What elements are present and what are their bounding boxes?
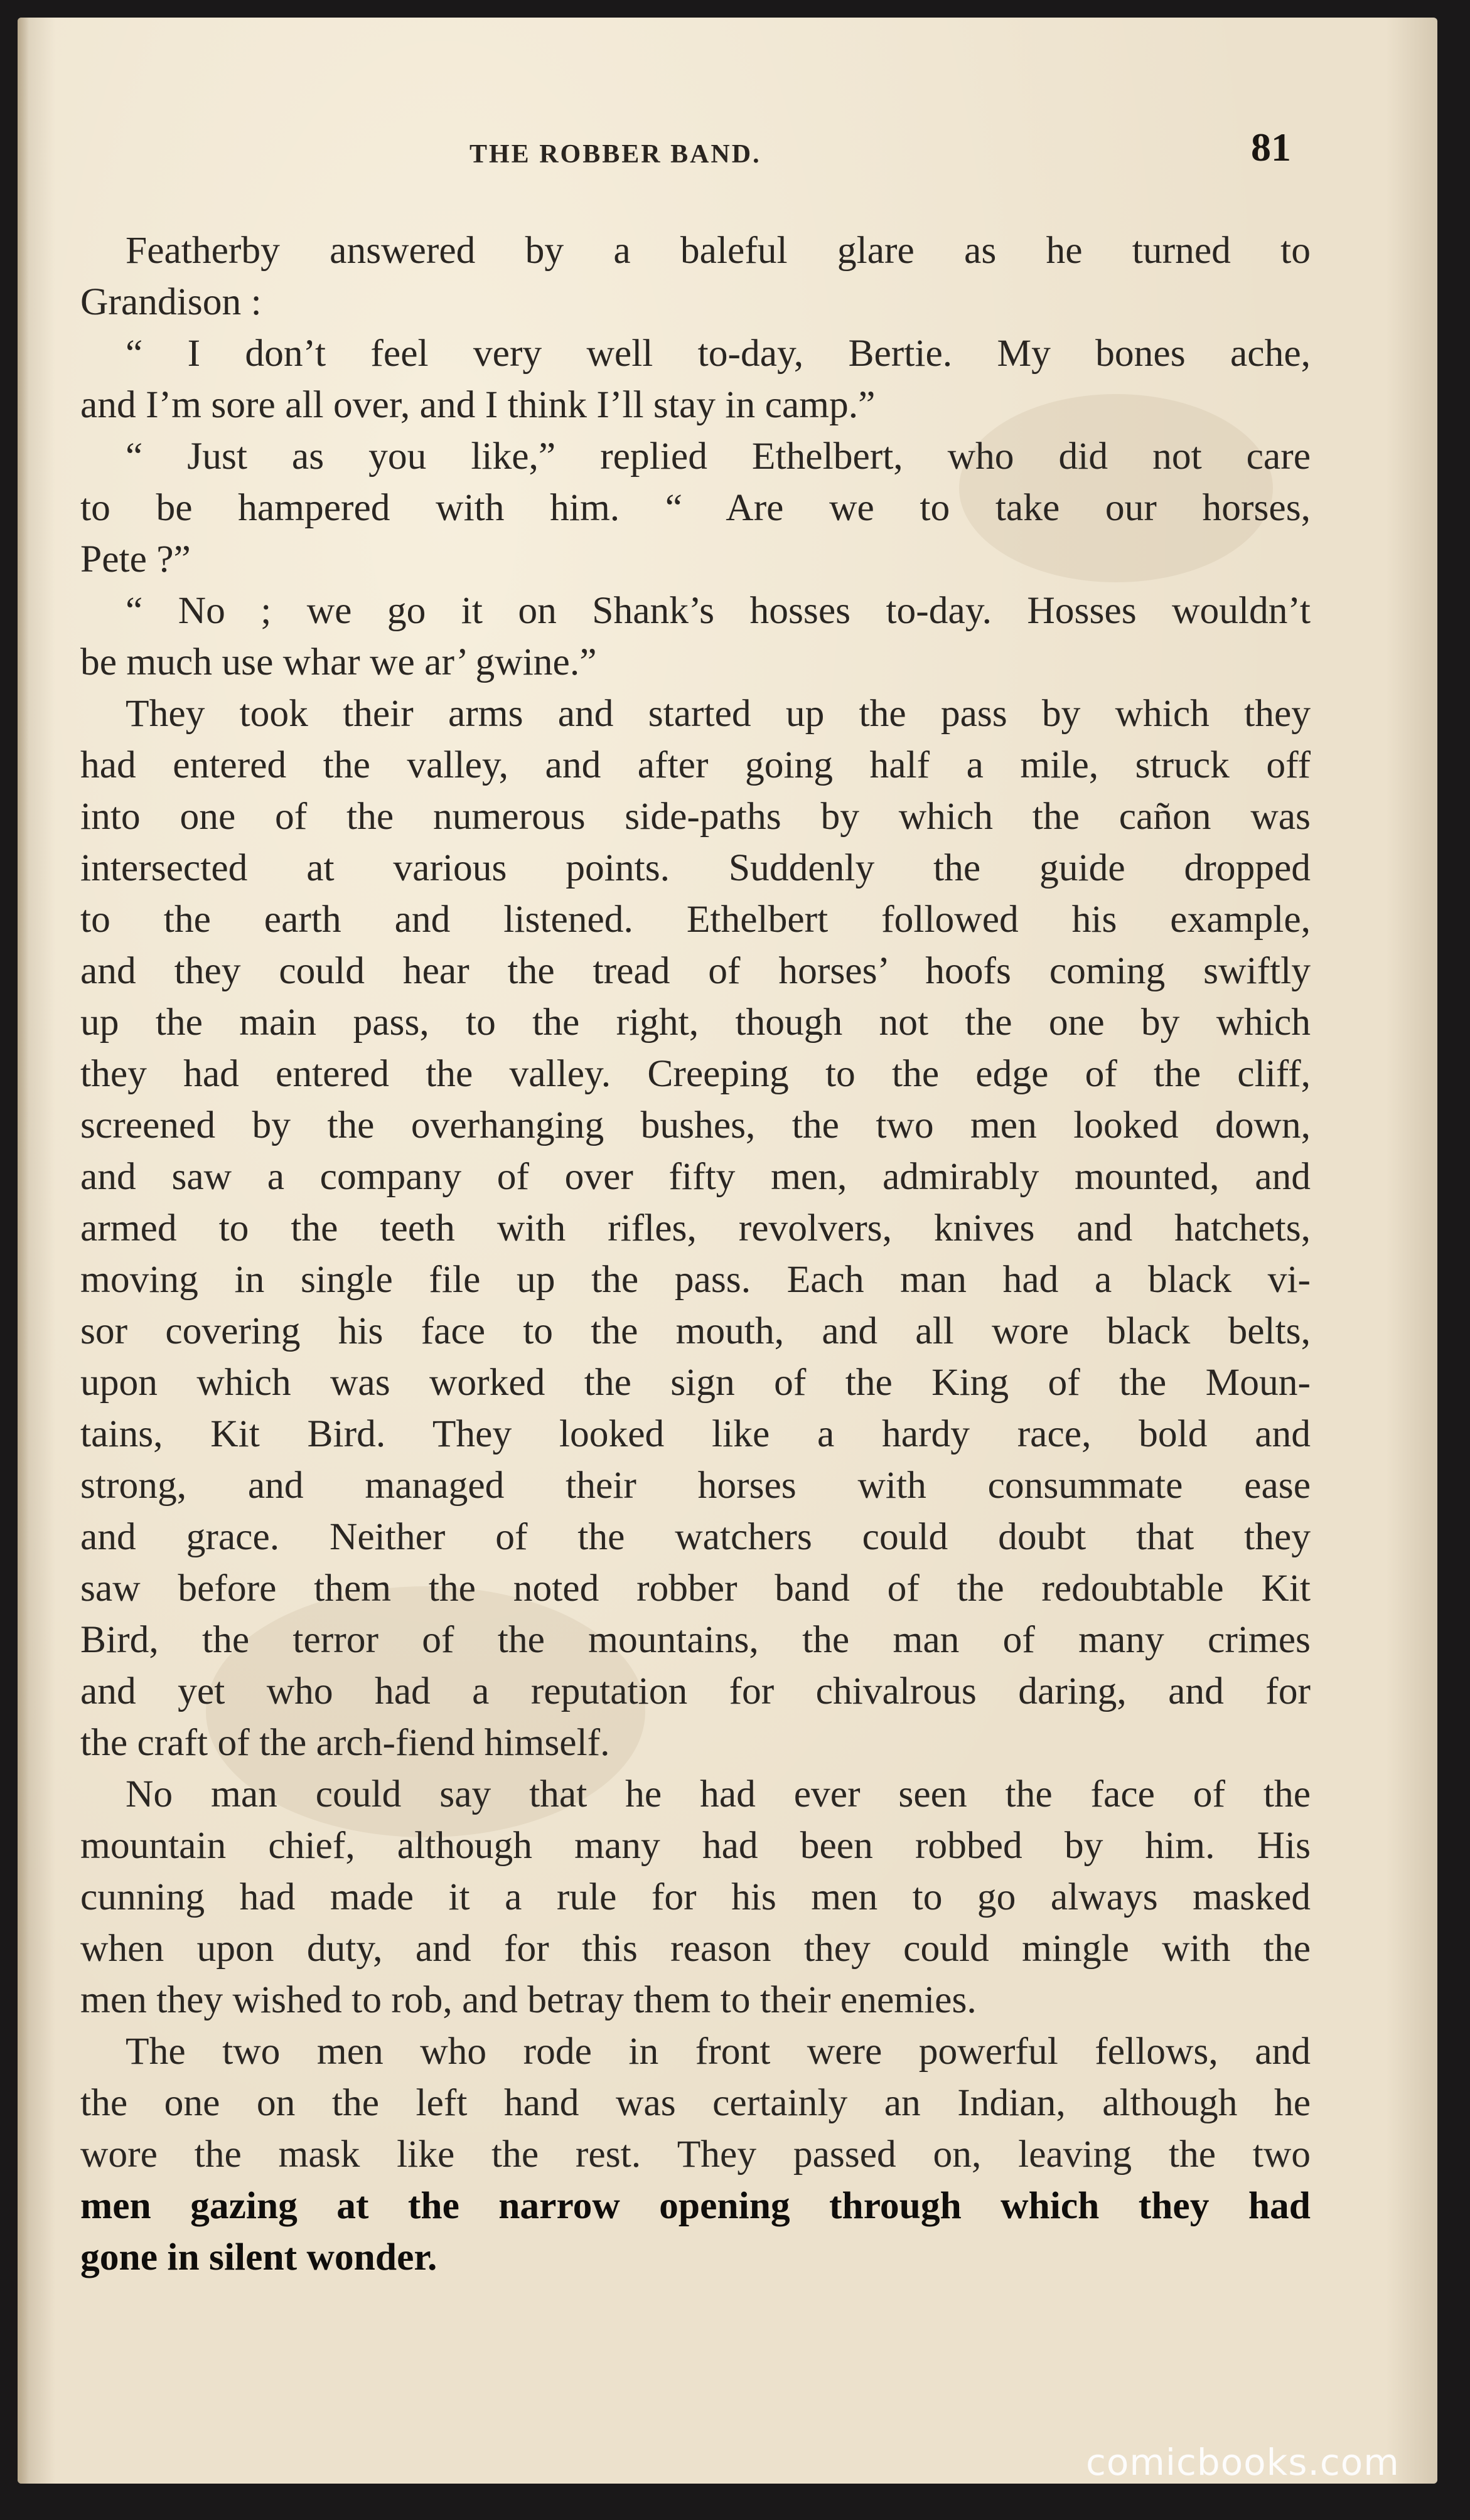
text-line: Pete ?” (80, 538, 191, 580)
book-page (18, 18, 1437, 2484)
text-line: and grace. Neither of the watchers could doubt that they (80, 1515, 1311, 1558)
text-line: Grandison : (80, 280, 262, 323)
running-head (18, 124, 1437, 174)
text-line: cunning had made it a rule for his men to go always masked (80, 1876, 1311, 1918)
text-line: to the earth and listened. Ethelbert followed his example, (80, 898, 1311, 941)
text-line: Featherby answered by a baleful glare as he turned to (126, 229, 1311, 272)
text-line: men gazing at the narrow opening through which they had (80, 2184, 1311, 2227)
text-line: “ Just as you like,” replied Ethelbert, who did not care (126, 435, 1311, 478)
text-line: and they could hear the tread of horses’ hoofs coming swiftly (80, 949, 1311, 992)
text-line: and yet who had a reputation for chivalrous daring, and for (80, 1670, 1311, 1712)
text-line: to be hampered with him. “ Are we to take our horses, (80, 486, 1311, 529)
text-line: intersected at various points. Suddenly the guide dropped (80, 846, 1311, 889)
text-line: the one on the left hand was certainly an Indian, although he (80, 2081, 1311, 2124)
text-line: “ I don’t feel very well to-day, Bertie. My bones ache, (126, 332, 1311, 375)
text-line: be much use whar we ar’ gwine.” (80, 641, 597, 683)
text-line: moving in single file up the pass. Each man had a black vi- (80, 1258, 1311, 1301)
watermark-text: comicbooks.com (1086, 2441, 1400, 2484)
page-number: 81 (1251, 125, 1291, 169)
text-line: had entered the valley, and after going half a mile, struck off (80, 744, 1311, 786)
text-line: strong, and managed their horses with consummate ease (80, 1464, 1311, 1507)
text-line: armed to the teeth with rifles, revolvers, knives and hatchets, (80, 1207, 1311, 1249)
text-line: into one of the numerous side-paths by which the cañon was (80, 795, 1311, 838)
text-line: the craft of the arch-fiend himself. (80, 1721, 610, 1764)
text-line: They took their arms and started up the pass by which they (126, 692, 1311, 735)
text-line: tains, Kit Bird. They looked like a hardy race, bold and (80, 1412, 1311, 1455)
page-binding-edge (18, 18, 29, 2484)
text-line: when upon duty, and for this reason they could mingle with the (80, 1927, 1311, 1970)
text-line: men they wished to rob, and betray them to their enemies. (80, 1978, 977, 2021)
text-line: and I’m sore all over, and I think I’ll stay in camp.” (80, 383, 876, 426)
text-line: up the main pass, to the right, though not the one by which (80, 1001, 1311, 1044)
text-line: Bird, the terror of the mountains, the man of many crimes (80, 1618, 1311, 1661)
text-line: No man could say that he had ever seen the face of the (126, 1773, 1311, 1815)
text-line: mountain chief, although many had been robbed by him. His (80, 1824, 1311, 1867)
text-line: they had entered the valley. Creeping to the edge of the cliff, (80, 1052, 1311, 1095)
text-line: wore the mask like the rest. They passed on, leaving the two (80, 2133, 1311, 2176)
body-text (80, 225, 1311, 2283)
text-line: and saw a company of over fifty men, admirably mounted, and (80, 1155, 1311, 1198)
running-title: THE ROBBER BAND. (469, 140, 761, 169)
text-line: sor covering his face to the mouth, and all wore black belts, (80, 1310, 1311, 1352)
text-line: “ No ; we go it on Shank’s hosses to-day. Hosses wouldn’t (126, 589, 1311, 632)
text-line: upon which was worked the sign of the King of the Moun- (80, 1361, 1311, 1404)
text-line: gone in silent wonder. (80, 2236, 437, 2278)
text-line: The two men who rode in front were powerful fellows, and (126, 2030, 1311, 2073)
text-line: saw before them the noted robber band of the redoubtable Kit (80, 1567, 1311, 1610)
text-line: screened by the overhanging bushes, the two men looked down, (80, 1104, 1311, 1146)
